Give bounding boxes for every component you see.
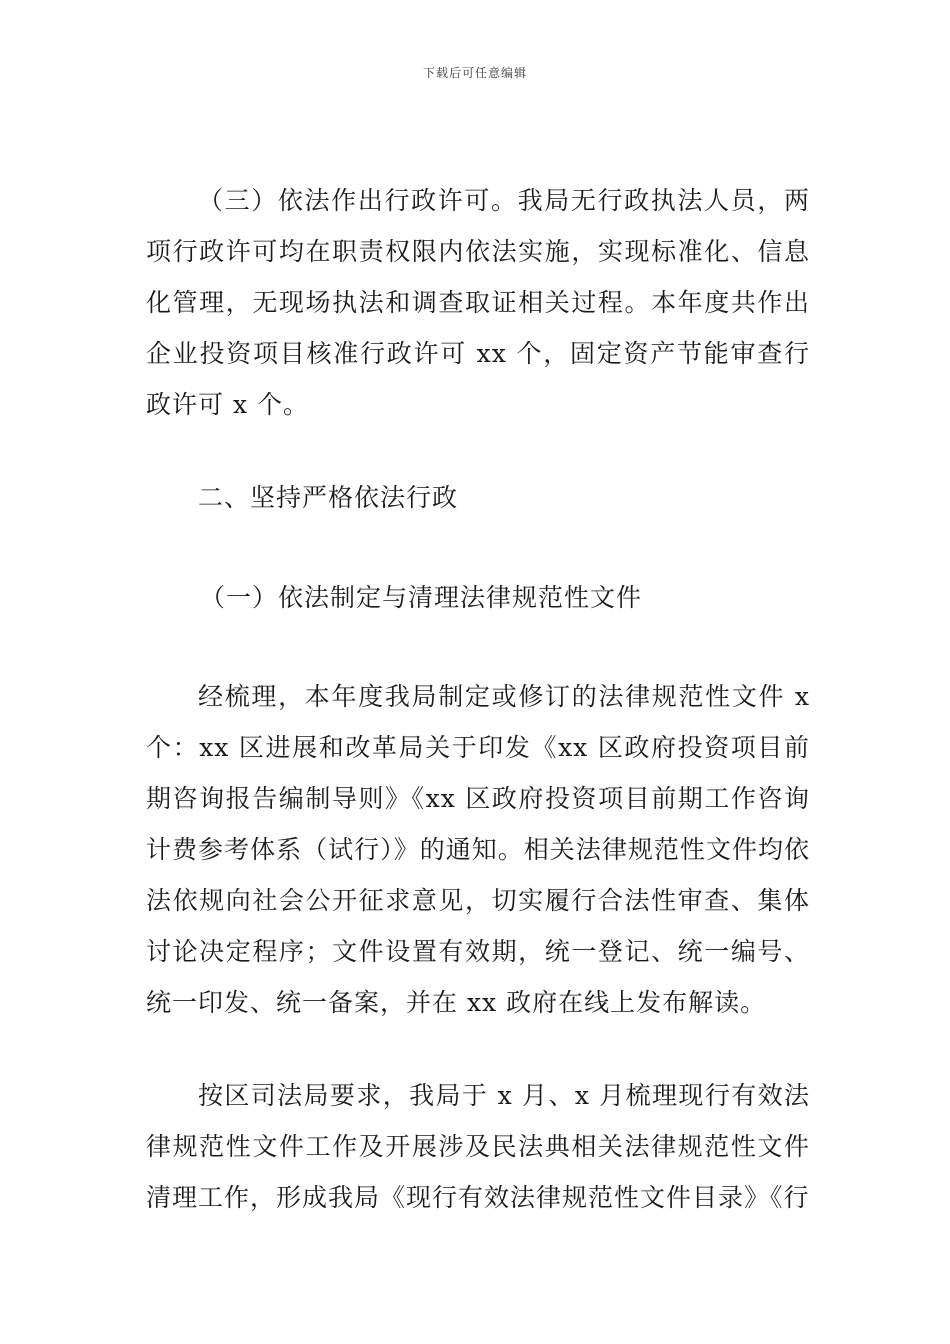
paragraph-administrative-permits: （三）依法作出行政许可。我局无行政执法人员，两项行政许可均在职责权限内依法实施，实现标准化、信息化管理，无现场执法和调查取证相关过程。本年度共作出企业投资项目核准行政许可 xx 个，固定资产节能审查行政许可 x 个。 <box>146 186 810 419</box>
subsection-heading: （一）依法制定与清理法律规范性文件 <box>200 583 643 612</box>
header-note: 下载后可任意编辑 <box>422 66 527 80</box>
paragraph-document-cleanup: 按区司法局要求，我局于 x 月、x 月梳理现行有效法律规范性文件工作及开展涉及民法典相关法律规范性文件清理工作，形成我局《现行有效法律规范性文件目录》《行 <box>146 1081 810 1212</box>
section-heading: 二、坚持严格依法行政 <box>198 483 459 512</box>
paragraph-normative-documents: 经梳理，本年度我局制定或修订的法律规范性文件 x 个：xx 区进展和改革局关于印发《xx 区政府投资项目前期咨询报告编制导则》《xx 区政府投资项目前期工作咨询计费参考体系（试行）》的通知。相关法律规范性文件均依法依规向社会公开征求意见，切实履行合法性审查、集体讨论决定程序；文件设置有效期，统一登记、统一编号、统一印发、统一备案，并在 xx 政府在线上发布解读。 <box>146 682 810 1017</box>
